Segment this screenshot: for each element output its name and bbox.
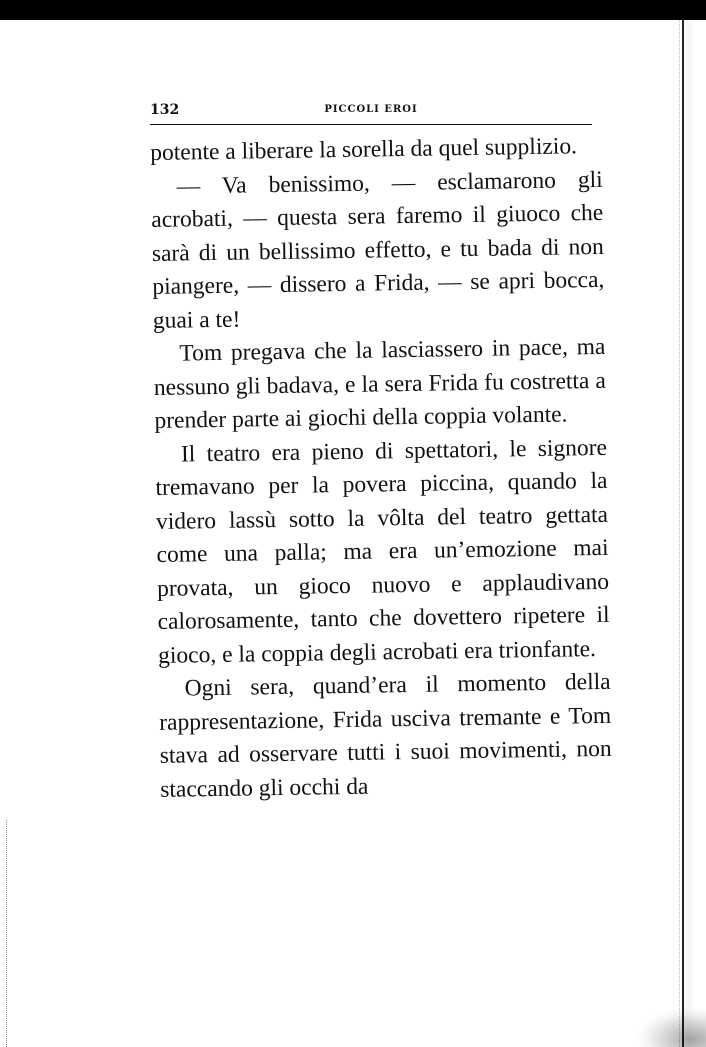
corner-smudge (636, 1007, 706, 1047)
header-rule (150, 124, 592, 125)
body-text (150, 130, 612, 807)
paragraph: potente a liberare la sorella da quel supplizio. (150, 133, 578, 166)
page-header (150, 100, 592, 124)
paragraph: Tom pregava che la lasciassero in pace, ma nessuno gli badava, e la sera Frida fu costretta a prender parte ai giochi della coppia volante. (153, 333, 607, 434)
scan-top-border (0, 0, 706, 20)
paragraph: Il teatro era pieno di spettatori, le signore tremavano per la povera piccina, quando la videro lassù sotto la vôlta del teatro gettata come una palla; ma era un’emozione mai provata, un gioco nuovo e applaudivano calorosamente, tanto che dovettero ripetere il gioco, e la coppia degli acrobati era trionfante. (155, 434, 610, 669)
scan-left-margin (0, 820, 7, 1047)
paragraph: — Va benissimo, — esclamarono gli acrobati, — questa sera faremo il giuoco che sarà di un bellissimo effetto, e tu bada di non piangere, — dissero a Frida, — se apri bocca, guai a te! (151, 166, 605, 334)
page-edge-line (682, 20, 684, 1047)
paragraph: Ogni sera, quand’era il momento della rappresentazione, Frida usciva tremante e Tom stava ad osservare tutti i suoi movimenti, non staccando gli occhi da (158, 668, 612, 803)
page-number: 132 (150, 102, 180, 118)
running-title: PICCOLI EROI (324, 104, 418, 115)
